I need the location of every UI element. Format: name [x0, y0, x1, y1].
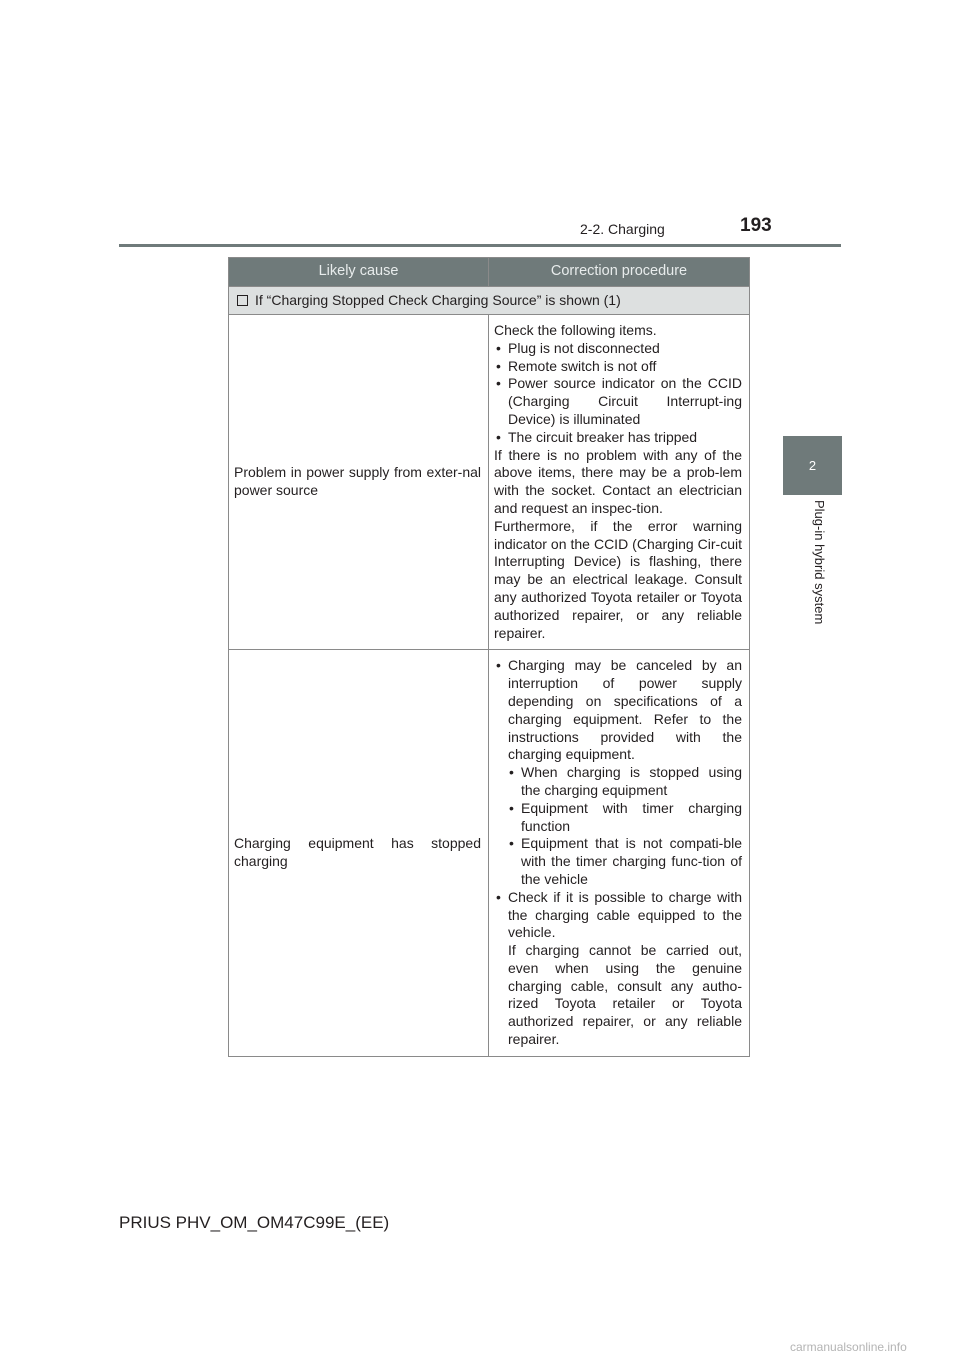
list-item: • Charging may be canceled by an interruption of power supply depending on specifications of a charging equipment. Refer to the instructions provided with the charging equipment.	[494, 657, 742, 764]
header-divider	[119, 244, 841, 247]
chapter-tab: 2	[783, 436, 842, 495]
sub-list-item: • Equipment with timer charging function	[494, 800, 742, 836]
sub-list-item: • When charging is stopped using the charging equipment	[494, 764, 742, 800]
list-item: • Check if it is possible to charge with the charging cable equipped to the vehicle.	[494, 889, 742, 942]
list-item: • Power source indicator on the CCID (Charging Circuit Interrupt-ing Device) is illuminated	[494, 375, 742, 428]
section-title: 2-2. Charging	[580, 221, 665, 237]
list-item: • Remote switch is not off	[494, 358, 742, 376]
column-header-likely-cause: Likely cause	[229, 258, 489, 287]
troubleshooting-table	[228, 257, 750, 1057]
watermark: carmanualsonline.info	[790, 1340, 907, 1354]
sub-list-item: • Equipment that is not compati-ble with the timer charging func-tion of the vehicle	[494, 835, 742, 888]
table-row	[229, 650, 750, 1057]
procedure-intro: Check the following items.	[494, 322, 657, 338]
procedure-cell	[489, 650, 750, 1057]
cause-cell: Problem in power supply from exter-nal power source	[229, 315, 489, 650]
chapter-title: Plug-in hybrid system	[812, 500, 827, 625]
table-row	[229, 315, 750, 650]
checkbox-icon	[237, 295, 248, 306]
procedure-paragraph: If there is no problem with any of the above items, there may be a prob-lem with the socket. Contact an electrician and request an inspec-tion.	[494, 446, 742, 516]
table-header-row	[229, 258, 750, 287]
procedure-cell	[489, 315, 750, 650]
document-footer: PRIUS PHV_OM_OM47C99E_(EE)	[119, 1213, 390, 1232]
list-item: • Plug is not disconnected	[494, 340, 742, 358]
list-item-continuation: If charging cannot be carried out, even when using the genuine charging cable, consult any autho-rized Toyota retailer or Toyota authorized repairer, or any reliable repairer.	[508, 942, 742, 1048]
page-number: 193	[740, 215, 772, 236]
list-item: • The circuit breaker has tripped	[494, 429, 742, 447]
procedure-paragraph: Furthermore, if the error warning indicator on the CCID (Charging Cir-cuit Interrupting Device) is flashing, there may be an electrical leakage. Consult any authorized Toyota retailer or Toyota authorized repairer, or any reliable repairer.	[494, 517, 742, 641]
column-header-correction-procedure: Correction procedure	[489, 258, 750, 287]
condition-cell	[229, 287, 750, 315]
condition-row	[229, 287, 750, 315]
condition-text: If “Charging Stopped Check Charging Source” is shown (1)	[255, 291, 621, 308]
cause-cell: Charging equipment has stopped charging	[229, 650, 489, 1057]
